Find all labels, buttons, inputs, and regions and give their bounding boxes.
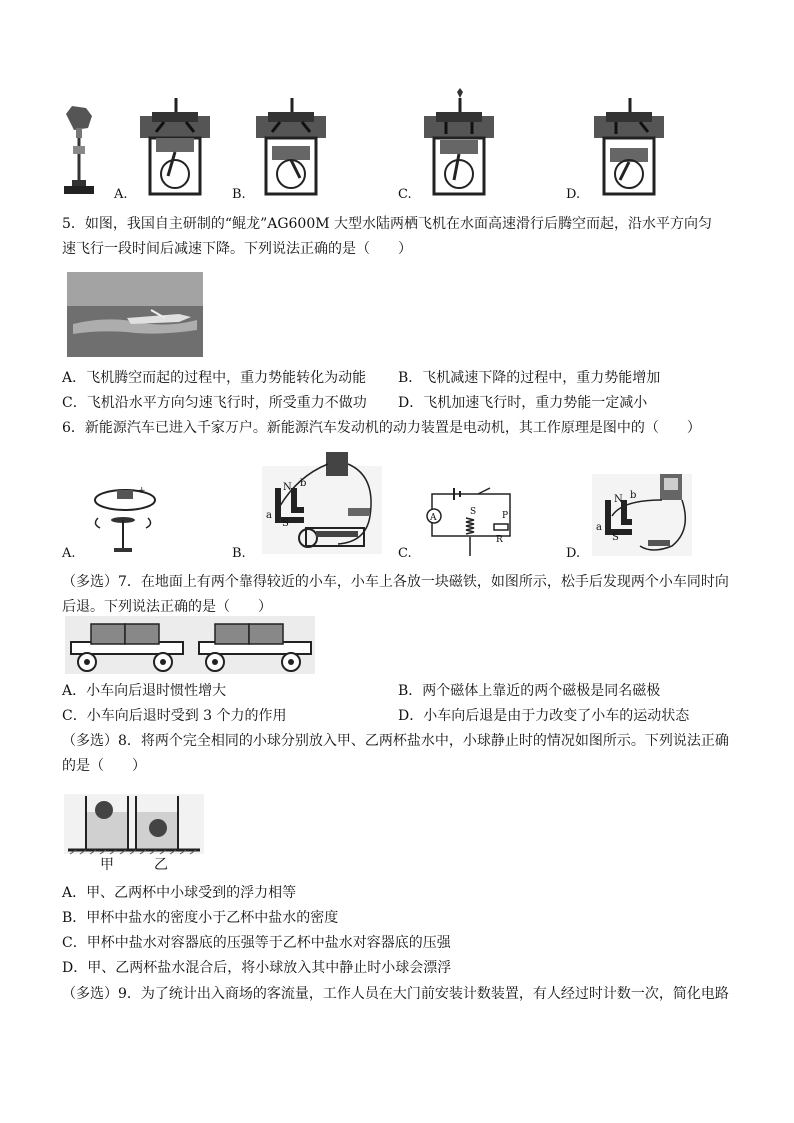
q7-stem-line1: （多选）7．在地面上有两个靠得较近的小车，小车上各放一块磁铁，如图所示，松手后发现两个小车同时向 xyxy=(62,574,729,590)
q5-option-d[interactable]: D．飞机加速飞行时，重力势能一定减小 xyxy=(398,395,648,411)
q7-stem-line2: 后退。下列说法正确的是（ ） xyxy=(62,599,272,615)
q7-option-c[interactable]: C．小车向后退时受到 3 个力的作用 xyxy=(62,708,287,724)
q8-option-a[interactable]: A．甲、乙两杯中小球受到的浮力相等 xyxy=(62,885,297,901)
q6-label-c: C. xyxy=(398,546,412,561)
q6-label-b: B. xyxy=(232,546,246,561)
two-carts-magnets-figure xyxy=(65,616,315,674)
q6d-letter-b: b xyxy=(630,490,637,501)
q4-label-c: C. xyxy=(398,187,412,202)
q4-label-a: A. xyxy=(114,187,128,202)
engine-stroke-icon xyxy=(256,96,328,198)
q6b-letter-a: a xyxy=(266,510,272,521)
q4-label-b: B. xyxy=(232,187,246,202)
q7-option-a[interactable]: A．小车向后退时惯性增大 xyxy=(62,683,227,699)
q6d-letter-s: S xyxy=(612,532,619,543)
q6b-letter-b: b xyxy=(300,478,307,489)
q6-label-a: A. xyxy=(62,546,76,561)
engine-stroke-icon xyxy=(424,96,496,198)
q6b-letter-s: S xyxy=(282,518,289,529)
cup-label-yi: 乙 xyxy=(154,857,168,873)
q5-option-a[interactable]: A．飞机腾空而起的过程中，重力势能转化为动能 xyxy=(62,370,367,386)
q5-stem-line2: 速飞行一段时间后减速下降。下列说法正确的是（ ） xyxy=(62,241,412,257)
q6c-ammeter-letter: A xyxy=(430,513,437,523)
electromagnet-circuit-figure xyxy=(424,484,520,560)
q4-label-d: D. xyxy=(566,187,581,202)
engine-stroke-icon xyxy=(594,96,666,198)
seaplane-photo xyxy=(67,272,203,357)
q9-stem-line1: （多选）9．为了统计出入商场的客流量，工作人员在大门前安装计数装置，有人经过时计数一次，简化电路 xyxy=(62,986,729,1002)
q5-stem-line1: 5．如图，我国自主研制的“鲲龙”AG600M 大型水陆两栖飞机在水面高速滑行后腾空而起，沿水平方向匀 xyxy=(62,216,713,232)
motor-experiment-figure xyxy=(592,470,696,560)
q8-option-b[interactable]: B．甲杯中盐水的密度小于乙杯中盐水的密度 xyxy=(62,910,339,926)
two-cups-saltwater-figure xyxy=(64,794,204,872)
q8-stem-line2: 的是（ ） xyxy=(62,758,146,774)
q6c-letter-r: R xyxy=(496,535,503,545)
svg-text:+: + xyxy=(138,486,146,496)
engine-stroke-icon xyxy=(140,96,212,198)
q6c-letter-s: S xyxy=(470,507,477,517)
q6-label-d: D. xyxy=(566,546,581,561)
q6d-letter-a: a xyxy=(596,522,602,533)
cup-label-jia: 甲 xyxy=(100,857,114,873)
q6c-letter-p: P xyxy=(502,511,509,521)
q8-stem-line1: （多选）8．将两个完全相同的小球分别放入甲、乙两杯盐水中，小球静止时的情况如图所示。下列说法正确 xyxy=(62,733,729,749)
q7-option-b[interactable]: B．两个磁体上靠近的两个磁极是同名磁极 xyxy=(398,683,661,699)
q5-option-b[interactable]: B．飞机减速下降的过程中，重力势能增加 xyxy=(398,370,661,386)
q8-option-d[interactable]: D．甲、乙两杯盐水混合后，将小球放入其中静止时小球会漂浮 xyxy=(62,960,452,976)
q6b-letter-n: N xyxy=(283,482,292,493)
q7-option-d[interactable]: D．小车向后退是由于力改变了小车的运动状态 xyxy=(398,708,690,724)
q6-stem: 6．新能源汽车已进入千家万户。新能源汽车发动机的动力装置是电动机，其工作原理是图中的（ ） xyxy=(62,420,701,436)
q5-option-c[interactable]: C．飞机沿水平方向匀速飞行时，所受重力不做功 xyxy=(62,395,367,411)
oersted-experiment-figure xyxy=(90,484,160,558)
q8-option-c[interactable]: C．甲杯中盐水对容器底的压强等于乙杯中盐水对容器底的压强 xyxy=(62,935,451,951)
q6d-letter-n: N xyxy=(614,494,623,505)
generator-experiment-figure xyxy=(258,446,388,560)
q4-stem-figure xyxy=(62,100,102,200)
